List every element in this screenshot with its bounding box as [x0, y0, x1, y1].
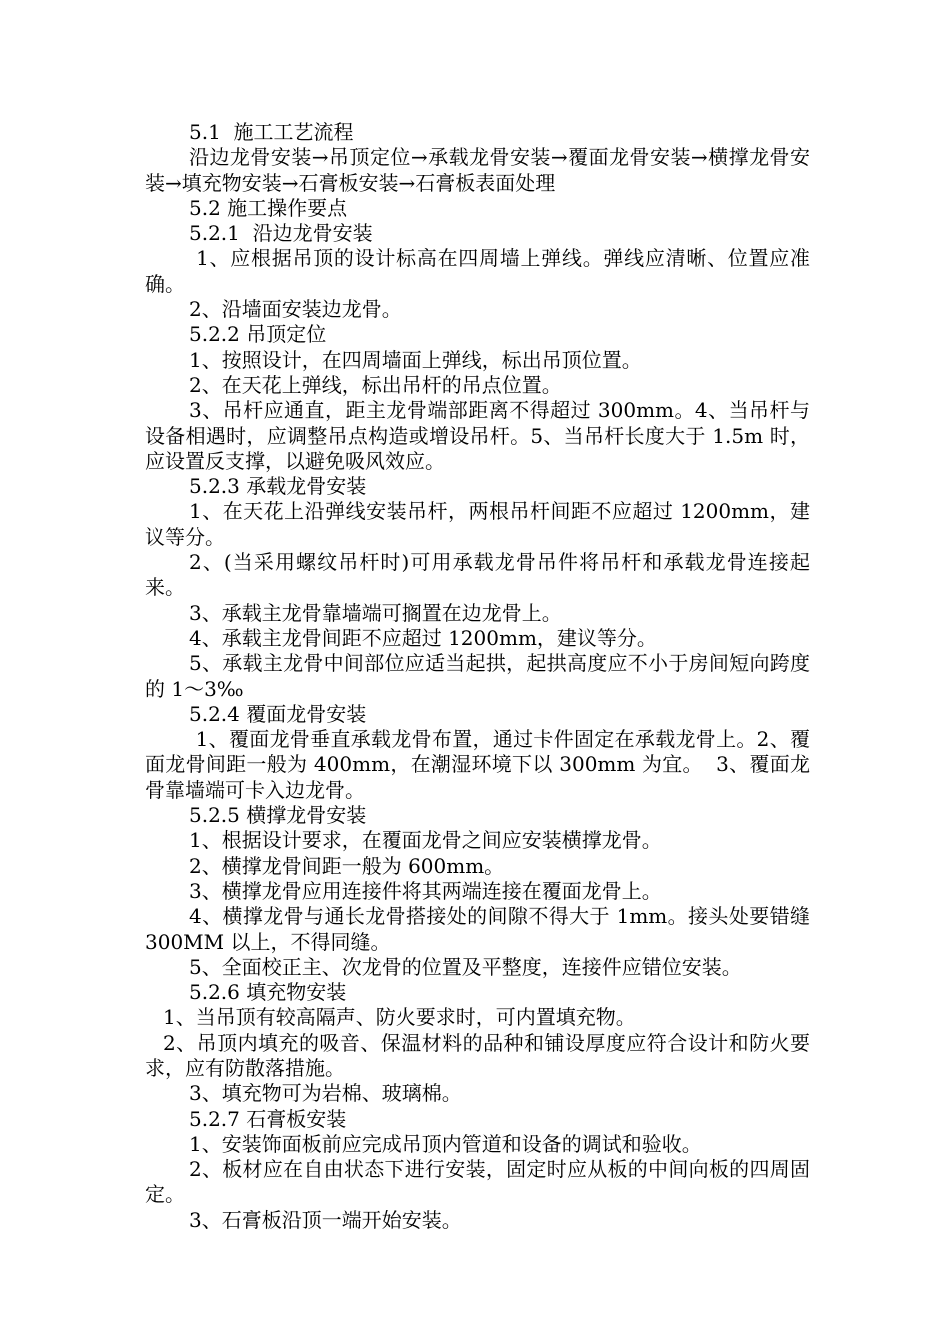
paragraph: 2、板材应在自由状态下进行安装，固定时应从板的中间向板的四周固定。	[145, 1157, 810, 1207]
paragraph: 3、吊杆应通直，距主龙骨端部距离不得超过 300mm。4、当吊杆与设备相遇时，应调整吊点构造或增设吊杆。5、当吊杆长度大于 1.5m 时，应设置反支撑，以避免吸风效应。	[145, 398, 810, 473]
section-heading: 5.1 施工工艺流程	[189, 120, 354, 144]
paragraph: 2、(当采用螺纹吊杆时)可用承载龙骨吊件将吊杆和承载龙骨连接起来。	[145, 550, 810, 600]
paragraph: 1、按照设计，在四周墙面上弹线，标出吊顶位置。	[189, 347, 642, 372]
paragraph: 1、安装饰面板前应完成吊顶内管道和设备的调试和验收。	[189, 1131, 702, 1156]
paragraph: 3、承载主龙骨靠墙端可搁置在边龙骨上。	[189, 600, 562, 625]
paragraph: 2、沿墙面安装边龙骨。	[189, 297, 402, 322]
paragraph: 1、覆面龙骨垂直承载龙骨布置，通过卡件固定在承载龙骨上。2、覆面龙骨间距一般为 400mm，在潮湿环境下以 300mm 为宜。 3、覆面龙骨靠墙端可卡入边龙骨。	[145, 727, 810, 802]
paragraph: 1、在天花上沿弹线安装吊杆，两根吊杆间距不应超过 1200mm，建议等分。	[145, 499, 810, 549]
paragraph: 2、吊顶内填充的吸音、保温材料的品种和铺设厚度应符合设计和防火要求，应有防散落措施。	[145, 1030, 810, 1080]
section-heading: 5.2 施工操作要点	[189, 195, 348, 220]
subsection-heading: 5.2.1 沿边龙骨安装	[189, 221, 373, 246]
subsection-heading: 5.2.3 承载龙骨安装	[189, 474, 367, 499]
subsection-heading: 5.2.5 横撑龙骨安装	[189, 803, 367, 828]
paragraph: 2、在天花上弹线，标出吊杆的吊点位置。	[189, 372, 562, 397]
paragraph: 3、石膏板沿顶一端开始安装。	[189, 1207, 462, 1232]
paragraph: 沿边龙骨安装→吊顶定位→承载龙骨安装→覆面龙骨安装→横撑龙骨安装→填充物安装→石膏板安装→石膏板表面处理	[145, 145, 810, 195]
paragraph: 2、横撑龙骨间距一般为 600mm。	[189, 853, 505, 878]
document-body	[145, 120, 817, 1233]
subsection-heading: 5.2.4 覆面龙骨安装	[189, 701, 367, 726]
paragraph: 1、根据设计要求，在覆面龙骨之间应安装横撑龙骨。	[189, 828, 662, 853]
paragraph: 1、应根据吊顶的设计标高在四周墙上弹线。弹线应清晰、位置应准确。	[145, 246, 810, 296]
paragraph: 4、承载主龙骨间距不应超过 1200mm，建议等分。	[189, 625, 657, 650]
subsection-heading: 5.2.2 吊顶定位	[189, 322, 327, 347]
paragraph: 4、横撑龙骨与通长龙骨搭接处的间隙不得大于 1mm。接头处要错缝 300MM 以上，不得同缝。	[145, 904, 817, 954]
paragraph: 3、横撑龙骨应用连接件将其两端连接在覆面龙骨上。	[189, 878, 662, 903]
paragraph: 5、承载主龙骨中间部位应适当起拱，起拱高度应不小于房间短向跨度的 1～3‰	[145, 651, 810, 701]
subsection-heading: 5.2.6 填充物安装	[189, 980, 347, 1005]
paragraph: 3、填充物可为岩棉、玻璃棉。	[189, 1081, 462, 1106]
paragraph: 1、当吊顶有较高隔声、防火要求时，可内置填充物。	[163, 1005, 636, 1030]
paragraph: 5、全面校正主、次龙骨的位置及平整度，连接件应错位安装。	[189, 954, 742, 979]
subsection-heading: 5.2.7 石膏板安装	[189, 1106, 347, 1131]
